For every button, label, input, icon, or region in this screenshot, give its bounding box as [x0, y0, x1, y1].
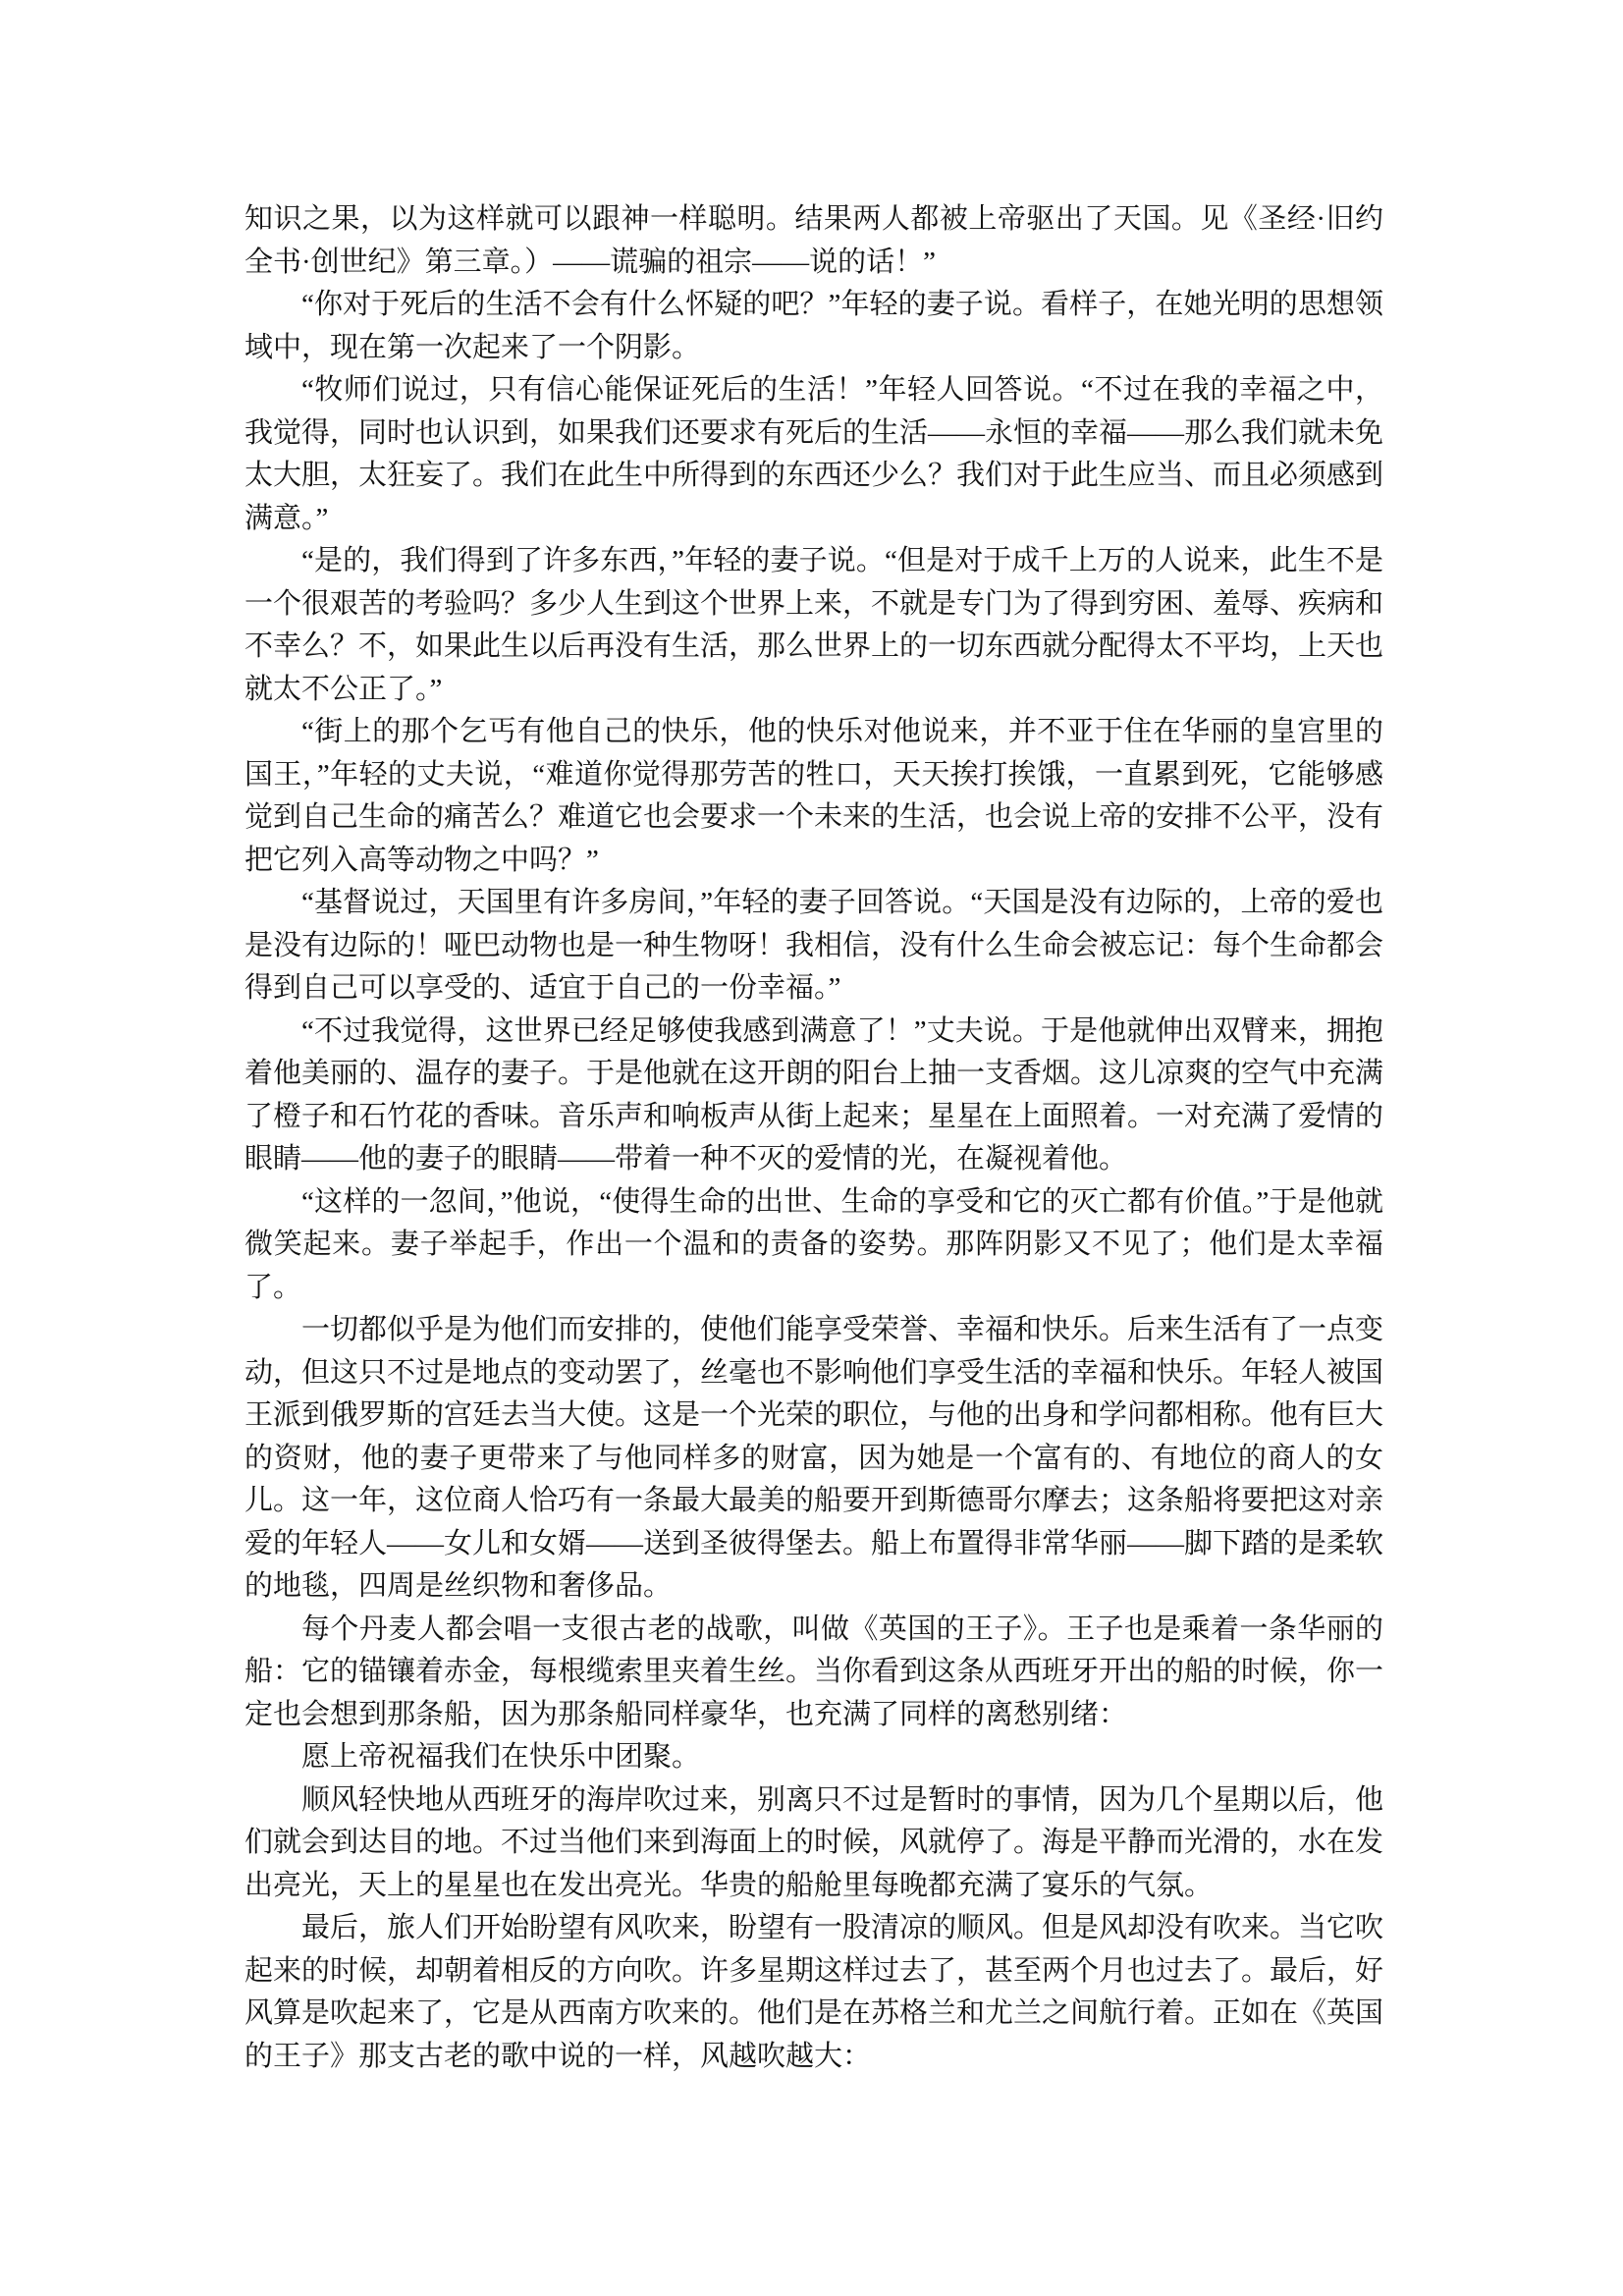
text-block: [244, 198, 1383, 2078]
paragraph: “是的，我们得到了许多东西，”年轻的妻子说。“但是对于成千上万的人说来，此生不是一个很艰苦的考验吗？多少人生到这个世界上来，不就是专门为了得到穷困、羞辱、疾病和不幸么？不，如果此生以后再没有生活，那么世界上的一切东西就分配得太不平均，上天也就太不公正了。”: [244, 545, 1384, 705]
paragraph: “牧师们说过，只有信心能保证死后的生活！”年轻人回答说。“不过在我的幸福之中，我觉得，同时也认识到，如果我们还要求有死后的生活——永恒的幸福——那么我们就未免太大胆，太狂妄了。我们在此生中所得到的东西还少么？我们对于此生应当、而且必须感到满意。”: [244, 374, 1384, 534]
paragraph: “你对于死后的生活不会有什么怀疑的吧？”年轻的妻子说。看样子，在她光明的思想领域中，现在第一次起来了一个阴影。: [244, 289, 1383, 363]
paragraph: “不过我觉得，这世界已经足够使我感到满意了！”丈夫说。于是他就伸出双臂来，拥抱着他美丽的、温存的妻子。于是他就在这开朗的阳台上抽一支香烟。这儿凉爽的空气中充满了橙子和石竹花的香味。音乐声和响板声从街上起来；星星在上面照着。一对充满了爱情的眼睛——他的妻子的眼睛——带着一种不灭的爱情的光，在凝视着他。: [244, 1014, 1384, 1175]
paragraph: 知识之果，以为这样就可以跟神一样聪明。结果两人都被上帝驱出了天国。见《圣经·旧约全书·创世纪》第三章。）——谎骗的祖宗——说的话！”: [244, 203, 1383, 278]
paragraph: 愿上帝祝福我们在快乐中团聚。: [301, 1741, 701, 1773]
paragraph: 顺风轻快地从西班牙的海岸吹过来，别离只不过是暂时的事情，因为几个星期以后，他们就会到达目的地。不过当他们来到海面上的时候，风就停了。海是平静而光滑的，水在发出亮光，天上的星星也在发出亮光。华贵的船舱里每晚都充满了宴乐的气氛。: [244, 1783, 1384, 1901]
paragraph: “这样的一忽间，”他说，“使得生命的出世、生命的享受和它的灭亡都有价值。”于是他就微笑起来。妻子举起手，作出一个温和的责备的姿势。那阵阴影又不见了；他们是太幸福了。: [244, 1185, 1383, 1303]
paragraph: 最后，旅人们开始盼望有风吹来，盼望有一股清凉的顺风。但是风却没有吹来。当它吹起来的时候，却朝着相反的方向吹。许多星期这样过去了，甚至两个月也过去了。最后，好风算是吹起来了，它是从西南方吹来的。他们是在苏格兰和尤兰之间航行着。正如在《英国的王子》那支古老的歌中说的一样，风越吹越大：: [244, 1912, 1384, 2072]
paragraph: “街上的那个乞丐有他自己的快乐，他的快乐对他说来，并不亚于住在华丽的皇宫里的国王，”年轻的丈夫说，“难道你觉得那劳苦的牲口，天天挨打挨饿，一直累到死，它能够感觉到自己生命的痛苦么？难道它也会要求一个未来的生活，也会说上帝的安排不公平，没有把它列入高等动物之中吗？”: [244, 716, 1384, 876]
paragraph: “基督说过，天国里有许多房间，”年轻的妻子回答说。“天国是没有边际的，上帝的爱也是没有边际的！哑巴动物也是一种生物呀！我相信，没有什么生命会被忘记：每个生命都会得到自己可以享受的、适宜于自己的一份幸福。”: [244, 887, 1384, 1004]
paragraph: 每个丹麦人都会唱一支很古老的战歌，叫做《英国的王子》。王子也是乘着一条华丽的船：它的锚镶着赤金，每根缆索里夹着生丝。当你看到这条从西班牙开出的船的时候，你一定也会想到那条船，因为那条船同样豪华，也充满了同样的离愁别绪：: [244, 1613, 1384, 1730]
paragraph: 一切都似乎是为他们而安排的，使他们能享受荣誉、幸福和快乐。后来生活有了一点变动，但这只不过是地点的变动罢了，丝毫也不影响他们享受生活的幸福和快乐。年轻人被国王派到俄罗斯的宫廷去当大使。这是一个光荣的职位，与他的出身和学问都相称。他有巨大的资财，他的妻子更带来了与他同样多的财富，因为她是一个富有的、有地位的商人的女儿。这一年，这位商人恰巧有一条最大最美的船要开到斯德哥尔摩去；这条船将要把这对亲爱的年轻人——女儿和女婿——送到圣彼得堡去。船上布置得非常华丽——脚下踏的是柔软的地毯，四周是丝织物和奢侈品。: [244, 1314, 1384, 1602]
